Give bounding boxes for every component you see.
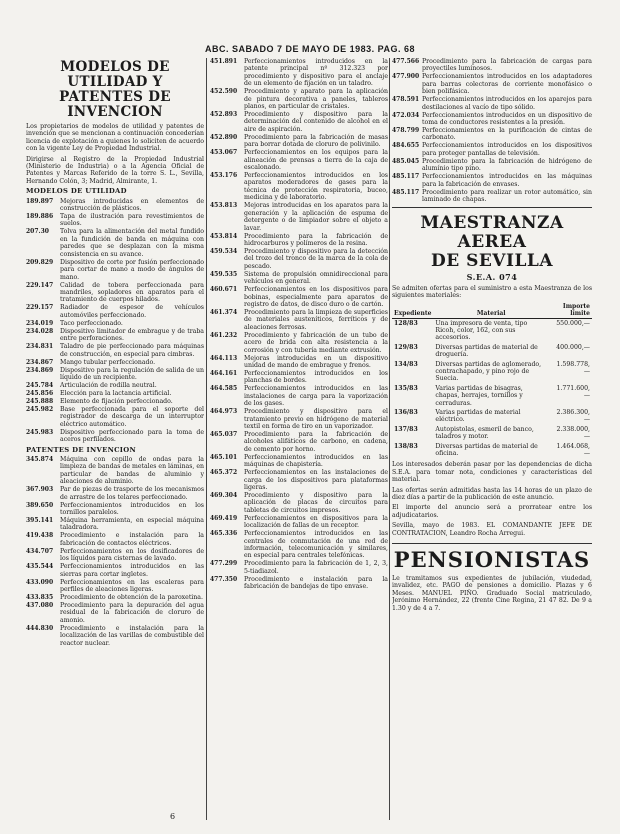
entry-number: 234.869	[26, 366, 54, 374]
list-item	[392, 173, 592, 188]
list-item	[26, 625, 204, 647]
entry-number: 209.829	[26, 258, 54, 266]
entry-number: 453.813	[210, 202, 238, 210]
entry-number: 229.157	[26, 304, 54, 312]
entry-number: 452.590	[210, 88, 238, 96]
list-item	[26, 304, 204, 319]
list-item	[210, 202, 388, 232]
entry-number: 459.534	[210, 247, 238, 255]
list-item	[26, 456, 204, 486]
entry-text: Perfeccionamientos introducidos en las sierras para cortar ingletes.	[60, 563, 204, 578]
entry-number: 234.019	[26, 319, 54, 327]
entry-text: Dispositivo para la regulación de salida de un líquido de un recipiente.	[60, 366, 204, 381]
entry-number: 245.983	[26, 428, 54, 436]
list-item	[392, 127, 592, 142]
list-item	[210, 134, 388, 149]
list-item	[26, 282, 204, 304]
entry-number: 459.535	[210, 270, 238, 278]
notice-paragraph: El importe del anuncio será a prorratear entre los adjudicatarios.	[392, 504, 592, 519]
list-item	[26, 563, 204, 578]
entry-text: Elección para la lactancia artificial.	[60, 389, 172, 397]
entry-number: 478.591	[392, 96, 420, 104]
table-cell-exp: 137/83	[394, 425, 418, 433]
column-patents-intro	[26, 58, 204, 648]
table-cell-imp: 2.338.000,—	[556, 425, 590, 441]
entry-text: Procedimiento para la fabricación de hidrógeno de alumínio tipo pino.	[422, 157, 592, 173]
entry-text: Procedimiento y fabricación de un tubo de acero de brida con alta resistencia a la corrosión y con tubería mediante extrusión.	[244, 331, 388, 354]
entry-number: 461.374	[210, 308, 238, 316]
pensionistas-text: Le tramitamos sus expedientes de jubilación, viudedad, invalidez, etc. PAGO de pensiones a domicilio. Plazas y 6 Meses. MANUEL PIÑO. Graduado Social matriculado, Jerónimo Hernández, 22 (frente Cine Regina, 21 47 82. De 9 a 1.30 y de 4 a 7.	[392, 575, 592, 612]
entry-text: Procedimiento de obtención de la paroxetina.	[60, 594, 203, 602]
list-item	[26, 517, 204, 532]
entry-text: Mango tubular perfeccionado.	[60, 358, 156, 366]
list-item	[26, 594, 204, 601]
entry-number: 484.655	[392, 142, 420, 150]
table-cell-exp: 138/83	[394, 442, 418, 450]
entry-text: Dispositivo limitador de embrague y de traba entre perforaciones.	[60, 327, 204, 343]
list-item	[210, 370, 388, 385]
entry-text: Taco perfeccionado.	[60, 319, 123, 327]
entry-number: 435.544	[26, 563, 54, 571]
entry-number: 444.830	[26, 624, 54, 632]
entry-text: Perfeccionamientos en dispositivos para la localización de fallas de un receptor.	[244, 514, 388, 530]
entry-number: 477.900	[392, 73, 420, 81]
entry-number: 453.814	[210, 232, 238, 240]
entry-number: 464.973	[210, 408, 238, 416]
entry-number: 452.890	[210, 133, 238, 141]
maestranza-code: S.E.A. 074	[466, 272, 518, 283]
table-header-material: Material	[433, 303, 549, 318]
entry-number: 245.982	[26, 405, 54, 413]
entry-text: Procedimiento e instalación para la localización de las varillas de combustible del reactor nuclear.	[60, 624, 204, 647]
list-item	[26, 328, 204, 343]
entry-number: 477.566	[392, 58, 420, 65]
entry-number: 451.891	[210, 58, 238, 65]
entry-text: Procedimiento para realizar un rotor automático, sin laminado de chapas.	[422, 188, 592, 204]
list-item	[210, 172, 388, 202]
table-cell-mat: Diversas partidas de material de droguería.	[435, 343, 538, 359]
notice-paragraph: Las ofertas serán admitidas hasta las 14 horas de un plazo de diez días a partir de la publicación de este anuncio.	[392, 486, 592, 502]
entry-number: 460.671	[210, 286, 238, 294]
entry-text: Perfeccionamientos introducidos en los dispositivos para proteger pantallas de televisión.	[422, 142, 592, 157]
list-item	[26, 259, 204, 281]
entry-text: Base perfeccionada para el soporte del registrador de descarga de un interruptor eléctrico automático.	[60, 405, 204, 428]
list-item	[210, 111, 388, 133]
entry-number: 452.893	[210, 111, 238, 119]
list-item	[392, 112, 592, 127]
entry-text: Mejoras introducidas en un dispositivo unidad de mando de embrague y frenos.	[244, 354, 388, 369]
signature-line: Sevilla, mayo de 1983. EL COMANDANTE JEFE DE CONTRATACION, Leandro Rocha Arregui.	[392, 522, 592, 537]
list-item	[210, 355, 388, 370]
list-item	[26, 359, 204, 366]
list-item	[210, 233, 388, 248]
entry-text: Procedimiento para la limpieza de superficies de materiales austeníticos, ferríticos y de aleaciones ferrosas.	[244, 308, 388, 331]
entry-text: Procedimiento e instalación para la fabricación de contactos eléctricos.	[60, 532, 204, 547]
entry-text: Perfeccionamientos introducidos en las máquinas para la fabricación de envases.	[422, 173, 592, 188]
list-item	[210, 149, 388, 171]
entry-text: Par de piezas de trasporte de los mecanismos de arrastre de los telares perfeccionado.	[60, 486, 204, 501]
list-item	[210, 530, 388, 560]
column-divider	[206, 58, 207, 820]
list-item	[26, 198, 204, 213]
entry-number: 461.232	[210, 331, 238, 339]
list-item	[210, 271, 388, 286]
entry-number: 189.897	[26, 197, 54, 205]
table-cell-imp: 1.598.778,—	[556, 360, 590, 375]
list-item	[26, 486, 204, 501]
entry-text: Perfeccionamientos introducidos en los aparejos para destilaciones al vacío de tipo sólido.	[422, 96, 592, 111]
entry-text: Dispositivo de corte por fusión perfeccionado para cortar de mano a modo de ángulos de mano.	[60, 258, 204, 281]
section-title-line: MODELOS DE UTILIDAD Y	[60, 59, 170, 90]
entry-text: Calidad de tobera perfeccionada para mandriles, sopladores en aparatos para el tratamiento de cuerpos hilados.	[60, 281, 204, 304]
list-item	[26, 228, 204, 258]
entry-text: Máquina con cepillo de ondas para la limpieza de bandas de metales en láminas, en particular de bandas de aluminio y aleaciones de aluminio.	[60, 455, 204, 486]
list-item	[210, 385, 388, 407]
patents-list	[392, 58, 592, 203]
entry-text: Perfeccionamientos introducidos en la patente principal nº 312.323 por procedimiento y dispositivo para el anclaje de un elemento de fijación en un taladro.	[244, 58, 388, 88]
list-item	[26, 602, 204, 624]
table-cell-exp: 129/83	[394, 343, 418, 351]
patents-list	[26, 456, 204, 647]
entry-text: Procedimiento y dispositivo para la aplicación de placas de circuitos para tabletas de circuitos impresos.	[244, 492, 388, 514]
table-cell-exp: 135/83	[394, 384, 418, 392]
entry-text: Procedimiento para la fabricación de cargas para proyectiles luminosos.	[422, 58, 592, 73]
entry-number: 485.117	[392, 173, 420, 181]
list-item	[210, 88, 388, 110]
entry-text: Tolva para la alimentación del metal fundido en la fundición de banda en máquina con paredes que se desplazan con la misma consistencia en su avance.	[60, 228, 204, 258]
column-patents-continued	[210, 58, 388, 591]
entry-number: 465.372	[210, 469, 238, 477]
entry-number: 477.350	[210, 575, 238, 583]
entry-number: 464.161	[210, 369, 238, 377]
entry-text: Radiador de espesor de vehículos automóviles perfeccionado.	[60, 304, 204, 319]
entry-number: 472.034	[392, 111, 420, 119]
entry-number: 434.707	[26, 547, 54, 555]
entry-text: Perfeccionamientos introducidos en las instalaciones de carga para la vaporización de los gases.	[244, 385, 388, 408]
page-number: 6	[170, 812, 176, 821]
intro-paragraph: Los propietarios de modelos de utilidad y patentes de invención que se mencionan a continuación concederían licencia de explotación a quienes lo soliciten de acuerdo con la vigente Ley de Propiedad Industrial.	[26, 123, 204, 153]
table-cell-mat: Varias partidas de material eléctrico.	[435, 408, 521, 424]
entry-text: Procedimiento y dispositivo para la detección del trozo del tronco de la marca de la cola de pescado.	[244, 247, 388, 270]
table-cell-imp: 400.000,—	[556, 343, 590, 351]
list-item	[210, 286, 388, 308]
entry-text: Procedimiento e instalación para la fabricación de bandejas de tipo envase.	[244, 575, 388, 591]
maestranza-title-line: MAESTRANZA AEREA	[420, 213, 564, 253]
table-cell-imp: 1.771.600,—	[556, 384, 590, 400]
list-item	[26, 532, 204, 547]
list-item	[210, 58, 388, 88]
list-item	[392, 189, 592, 204]
patents-list	[210, 58, 388, 591]
maestranza-title	[392, 214, 592, 271]
entry-number: 477.299	[210, 560, 238, 568]
entry-text: Elemento de fijación perfeccionado.	[60, 397, 173, 405]
list-item	[26, 579, 204, 594]
entry-text: Perfeccionamientos en los equipos para la alineación de prensas a tierra de la caja de escalonado.	[244, 149, 388, 172]
list-item	[210, 332, 388, 354]
column-divider	[389, 58, 390, 820]
table-row	[392, 318, 592, 343]
table-row	[392, 425, 592, 442]
list-item	[210, 492, 388, 514]
list-item	[26, 343, 204, 358]
list-item	[210, 309, 388, 331]
pensionistas-title: PENSIONISTAS	[392, 543, 592, 572]
list-item	[26, 502, 204, 517]
entry-number: 469.419	[210, 514, 238, 522]
list-item	[26, 382, 204, 389]
entry-number: 245.784	[26, 381, 54, 389]
entry-text: Procedimiento y dispositivo para la determinación del contenido de alcohol en el aire de aspiración.	[244, 111, 388, 133]
entry-text: Perfeccionamientos introducidos en los aparatos moderadores de gases para la técnica de protección respiratoria, buceo, medicina y de laboratorio.	[244, 172, 388, 202]
entry-number: 485.117	[392, 188, 420, 196]
list-item	[392, 58, 592, 73]
section-title-line: PATENTES DE INVENCION	[59, 89, 171, 120]
table-row	[392, 384, 592, 408]
entry-number: 389.650	[26, 501, 54, 509]
list-item	[210, 469, 388, 491]
table-cell-exp: 136/83	[394, 408, 418, 416]
entry-number: 229.147	[26, 281, 54, 289]
list-item	[392, 158, 592, 173]
subsection-heading: MODELOS DE UTILIDAD	[26, 187, 127, 196]
entry-number: 469.304	[210, 492, 238, 500]
list-item	[210, 576, 388, 591]
table-cell-mat: Autopistolas, esmeril de banco, taladros y motor.	[435, 425, 534, 441]
entry-text: Perfeccionamientos introducidos en un dispositivo de toma de conductores resistentes a la presión.	[422, 111, 592, 127]
list-item	[210, 454, 388, 469]
entry-text: Procedimiento para la fabricación de masas para borrar dotada de cloruro de polivinilo.	[244, 133, 388, 149]
table-row	[392, 408, 592, 425]
list-item	[26, 367, 204, 382]
entry-number: 367.903	[26, 486, 54, 494]
intro-paragraph: Dirigirse al Registro de la Propiedad Industrial (Ministerio de Industria) o a la Agencia Oficial de Patentes y Marcas Referido de la torre S. L., Sevilla, Hernando Colón, 3; Madrid, Almirante, 1.	[26, 155, 204, 185]
entry-number: 207.30	[26, 228, 49, 236]
entry-number: 485.045	[392, 157, 420, 165]
list-item	[26, 548, 204, 563]
section-title	[26, 60, 204, 120]
entry-number: 345.874	[26, 455, 54, 463]
list-item	[210, 560, 388, 575]
divider	[392, 207, 592, 208]
entry-number: 395.141	[26, 517, 54, 524]
entry-number: 433.835	[26, 594, 54, 602]
entry-text: Perfeccionamientos introducidos en los tornillos paralelos.	[60, 501, 204, 516]
maestranza-intro: Se admiten ofertas para el suministro a esta Maestranza de los siguientes materiales:	[392, 284, 592, 300]
list-item	[392, 142, 592, 157]
entry-text: Perfeccionamientos introducidos en las máquinas de chapistería.	[244, 453, 388, 469]
list-item	[392, 96, 592, 111]
subsection-heading: PATENTES DE INVENCION	[26, 445, 137, 454]
list-item	[26, 213, 204, 228]
table-cell-mat: Varias partidas de bisagras, chapas, herrajes, tornillos y cerraduras.	[435, 384, 523, 407]
materials-table	[392, 303, 592, 459]
entry-text: Procedimiento para la fabricación de 1, 2, 3, 5-tiadiazol.	[244, 560, 388, 575]
entry-text: Perfeccionamientos introducidos en las centrales de conmutación de una red de información, telecomunicación y similares, en especial para centrales telefónicas.	[244, 530, 388, 560]
table-header-importe: Importe límite	[549, 303, 592, 318]
table-header-expediente: Expediente	[392, 303, 433, 318]
entry-text: Procedimiento para la fabricación de alcoholes alifáticos de carbono, en cadena, de cemento por horno.	[244, 431, 388, 453]
entry-text: Perfeccionamientos en la purificación de cintas de carbonato.	[422, 127, 592, 142]
entry-text: Máquina herramienta, en especial máquina taladradora.	[60, 517, 204, 532]
entry-text: Mejoras introducidas en los aparatos para la generación y la aplicación de espuma de detergente o de limpiador sobre el objeto a lavar.	[244, 202, 388, 232]
entry-number: 464.113	[210, 354, 238, 362]
table-row	[392, 360, 592, 384]
entry-text: Perfeccionamientos en los dispositivos para bobinas, especialmente para aparatos de registro de datos, de disco duro o de cartón.	[244, 286, 388, 308]
table-cell-exp: 134/83	[394, 360, 418, 368]
entry-text: Perfeccionamientos en las instalaciones de carga de los dispositivos para plataformas ligeras.	[244, 469, 388, 492]
entry-number: 465.037	[210, 431, 238, 438]
entry-text: Perfeccionamientos introducidos en los planchas de bordes.	[244, 369, 388, 385]
entry-text: Perfeccionamientos en las escaleras para perfiles de aleaciones ligeras.	[60, 578, 204, 594]
list-item	[26, 398, 204, 405]
table-cell-exp: 128/83	[394, 319, 418, 327]
entry-number: 419.438	[26, 532, 54, 540]
entry-number: 478.799	[392, 127, 420, 135]
list-item	[210, 248, 388, 270]
list-item	[26, 390, 204, 397]
entry-text: Taladro de pie perfeccionado para máquinas de construcción, en especial para cimbras.	[60, 343, 204, 358]
entry-text: Perfeccionamientos introducidos en los adaptadores para barras colectoras de corriente monofásico o bien polifásica.	[422, 73, 592, 96]
list-item	[26, 406, 204, 428]
entry-text: Procedimiento para la depuración del agua residual de la fabricación de cloruro de amonio.	[60, 602, 204, 624]
list-item	[26, 320, 204, 327]
entry-number: 464.585	[210, 385, 238, 393]
list-item	[26, 429, 204, 444]
entry-text: Procedimiento y aparato para la aplicación de pintura decorativa a paneles, tableros planos, en particular de cristales.	[244, 88, 388, 111]
table-cell-imp: 1.464.068,—	[556, 442, 590, 457]
entry-number: 189.886	[26, 213, 54, 221]
entry-number: 234.867	[26, 358, 54, 366]
entry-text: Procedimiento y dispositivo para el tratamiento previo en hidrógeno de material textil en forma de tiro en un vaporizador.	[244, 408, 388, 430]
table-cell-mat: Una impresora de venta, tipo Ricoh, color, 162, con sus accesorios.	[435, 319, 528, 342]
entry-number: 245.856	[26, 389, 54, 397]
table-cell-imp: 2.386.300,—	[556, 408, 590, 424]
entry-number: 245.888	[26, 397, 54, 405]
list-item	[210, 515, 388, 530]
entry-number: 433.090	[26, 578, 54, 586]
entry-text: Perfeccionamientos en los dosificadores de los líquidos para cisternas de lavado.	[60, 547, 204, 563]
entry-number: 234.028	[26, 327, 54, 335]
entry-number: 437.080	[26, 602, 54, 610]
entry-number: 465.101	[210, 453, 238, 461]
list-item	[392, 73, 592, 95]
list-item	[210, 408, 388, 430]
entry-number: 465.336	[210, 530, 238, 538]
entry-number: 234.831	[26, 343, 54, 351]
table-cell-imp: 550.000,—	[556, 319, 590, 327]
table-cell-mat: Diversas partidas de aglomerado, contrachapado, y pino rojo de Suecia.	[435, 360, 542, 383]
entry-text: Procedimiento para la fabricación de hidrocarburos y polímeros de la resina.	[244, 232, 388, 247]
entry-text: Articulación de rodilla neutral.	[60, 381, 157, 389]
entry-text: Tapa de ilustración para revestimientos de suelos.	[60, 213, 204, 228]
utility-models-list	[26, 198, 204, 444]
column-announcements	[392, 58, 592, 615]
notice-paragraph: Los interesados deberán pasar por las dependencias de dicha S.E.A. para tomar nota, condiciones y características del material.	[392, 461, 592, 484]
entry-text: Sistema de propulsión omnidireccional para vehículos en general.	[244, 270, 388, 286]
list-item	[210, 431, 388, 453]
entry-text: Mejoras introducidas en elementos de construcción de plásticos.	[60, 197, 204, 213]
table-row	[392, 343, 592, 360]
table-cell-mat: Diversas partidas de material de oficina.	[435, 442, 538, 457]
entry-number: 453.176	[210, 172, 238, 180]
entry-number: 453.067	[210, 149, 238, 157]
table-row	[392, 442, 592, 459]
page-header: ABC. SABADO 7 DE MAYO DE 1983. PAG. 68	[204, 44, 416, 54]
entry-text: Dispositivo perfeccionado para la toma de aceros perfilados.	[60, 428, 204, 444]
maestranza-title-line: DE SEVILLA	[430, 251, 554, 272]
